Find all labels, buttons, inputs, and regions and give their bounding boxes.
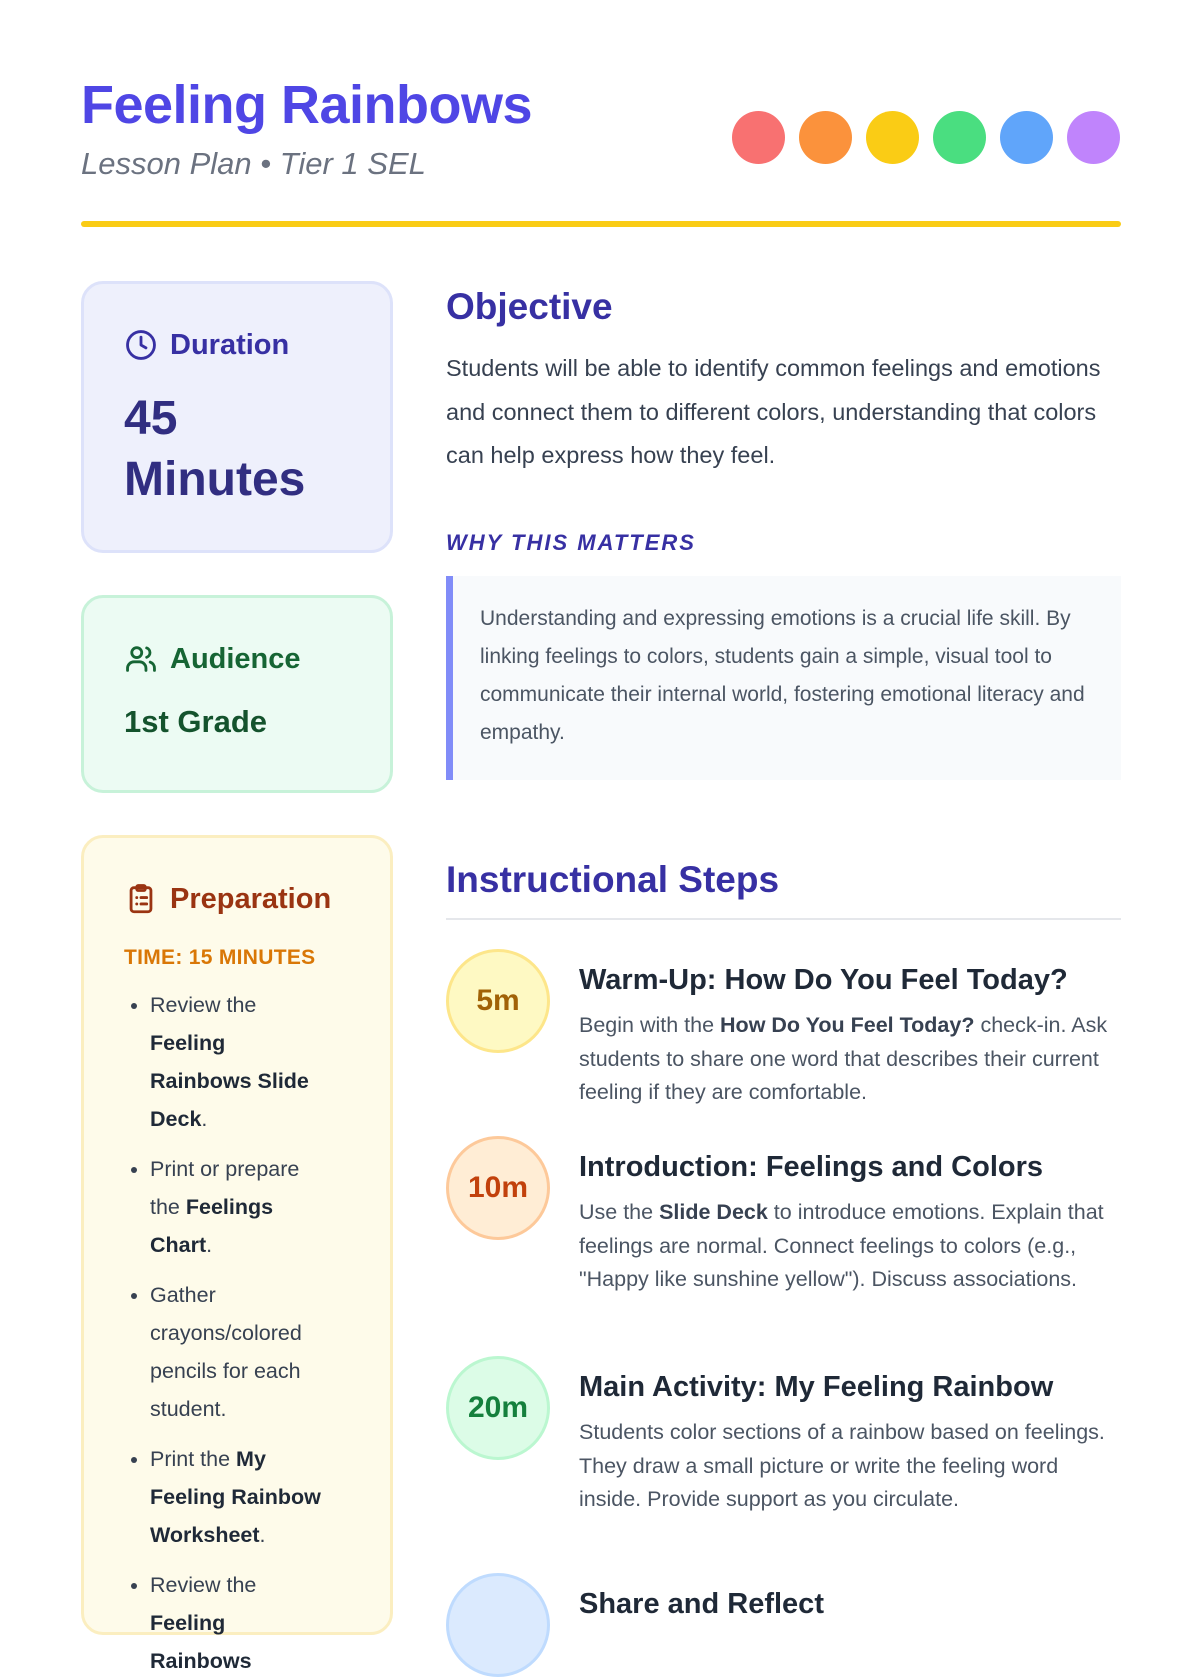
step-title: Warm-Up: How Do You Feel Today?	[579, 964, 1068, 996]
step-body	[579, 1153, 1121, 1297]
rainbow-dot-purple	[1067, 111, 1120, 164]
clock-icon	[124, 328, 158, 362]
preparation-item: • Gather crayons/colored pencils for each student.	[150, 1276, 352, 1428]
objective-heading: Objective	[446, 286, 613, 327]
page-subtitle: Lesson Plan • Tier 1 SEL	[81, 146, 426, 181]
step-title: Share and Reflect	[579, 1588, 824, 1620]
rainbow-dot-green	[933, 111, 986, 164]
steps-section	[446, 859, 1121, 1620]
step-body	[579, 1373, 1121, 1517]
step-description: Students color sections of a rainbow based on feelings. They draw a small picture or write the feeling word inside. Provide support as you circulate.	[579, 1420, 1105, 1511]
rainbow-dot-yellow	[866, 111, 919, 164]
objective-text: Students will be able to identify common feelings and emotions and connect them to different colors, understanding that colors can help express how they feel.	[446, 355, 1101, 468]
rainbow-dot-blue	[1000, 111, 1053, 164]
objective-section	[446, 288, 1121, 780]
preparation-item: • Print the My Feeling Rainbow Worksheet.	[150, 1440, 352, 1554]
rainbow-dots	[732, 111, 1120, 164]
preparation-time: TIME: 15 MINUTES	[124, 946, 316, 969]
page-title: Feeling Rainbows	[81, 75, 533, 135]
audience-value: 1st Grade	[124, 704, 268, 739]
audience-card	[81, 595, 393, 793]
steps-heading: Instructional Steps	[446, 859, 780, 900]
duration-value: 45 Minutes	[124, 392, 306, 506]
audience-label: Audience	[170, 642, 301, 675]
step-body	[579, 1590, 1121, 1619]
step-time-badge: 5m	[446, 949, 550, 1053]
step-time-badge	[446, 1573, 550, 1677]
preparation-label: Preparation	[170, 882, 332, 915]
preparation-item: • Review the Feeling Rainbows	[150, 1566, 352, 1680]
step-time-badge: 10m	[446, 1136, 550, 1240]
preparation-item: • Review the Feeling Rainbows Slide Deck.	[150, 986, 352, 1138]
duration-card	[81, 281, 393, 553]
preparation-card	[81, 835, 393, 1673]
duration-label: Duration	[170, 328, 290, 361]
users-icon	[124, 642, 158, 676]
preparation-item: • Print or prepare the Feelings Chart.	[150, 1150, 352, 1264]
step-description: Use the Slide Deck to introduce emotions. Explain that feelings are normal. Connect feelings to colors (e.g., "Happy like sunshine yellow"). Discuss associations.	[579, 1200, 1104, 1291]
why-this-matters-quote: Understanding and expressing emotions is a crucial life skill. By linking feelings to colors, students gain a simple, visual tool to communicate their internal world, fostering emotional literacy and empathy.	[446, 576, 1121, 780]
steps-heading-wrap	[446, 861, 1121, 920]
audience-header	[124, 642, 352, 676]
step-description: Begin with the How Do You Feel Today? check-in. Ask students to share one word that describes their current feeling if they are comfortable.	[579, 1013, 1108, 1104]
step-time-badge: 20m	[446, 1356, 550, 1460]
preparation-header	[124, 882, 352, 916]
step-body	[579, 966, 1121, 1110]
clipboard-icon	[124, 882, 158, 916]
preparation-list	[124, 986, 352, 1680]
rainbow-dot-orange	[799, 111, 852, 164]
step-title: Main Activity: My Feeling Rainbow	[579, 1371, 1054, 1403]
rainbow-dot-red	[732, 111, 785, 164]
page-header	[81, 75, 533, 181]
why-this-matters-label: WHY THIS MATTERS	[446, 529, 696, 555]
duration-header	[124, 328, 352, 362]
step-title: Introduction: Feelings and Colors	[579, 1151, 1043, 1183]
header-divider	[81, 221, 1121, 227]
